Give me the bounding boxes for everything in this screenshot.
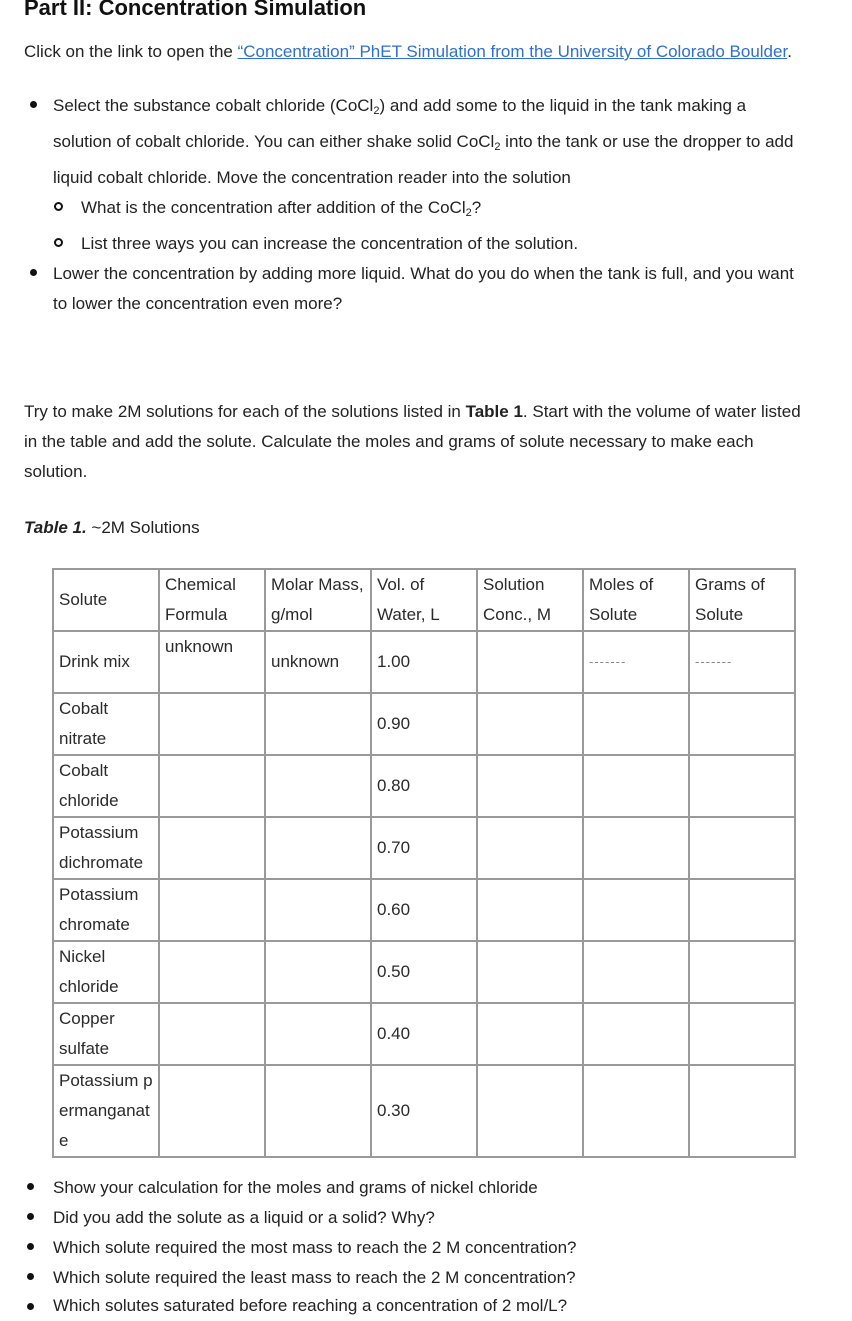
cell-solute: Copper sulfate (53, 1003, 159, 1065)
cell-volume: 0.50 (371, 941, 477, 1003)
cell-volume: 0.90 (371, 693, 477, 755)
cell-conc[interactable] (477, 693, 583, 755)
cell-solute: Drink mix (53, 631, 159, 693)
cell-formula[interactable] (159, 693, 265, 755)
instructions-line-3: solution. (24, 462, 88, 481)
cell-moles[interactable] (583, 693, 689, 755)
cell-formula[interactable] (159, 879, 265, 941)
cell-solute: Potassium chromate (53, 879, 159, 941)
question-most-mass: Which solute required the most mass to reach the 2 M concentration? (53, 1238, 577, 1257)
cell-molar-mass[interactable] (265, 1065, 371, 1157)
cell-formula[interactable] (159, 755, 265, 817)
table-row (53, 879, 795, 941)
bullet-1-line-3: liquid cobalt chloride. Move the concentration reader into the solution (53, 168, 571, 187)
cell-molar-mass[interactable] (265, 941, 371, 1003)
cell-molar-mass: unknown (265, 631, 371, 693)
cell-grams[interactable] (689, 817, 795, 879)
table-row (53, 755, 795, 817)
instructions-line-2: in the table and add the solute. Calculate the moles and grams of solute necessary to make each (24, 432, 754, 451)
header-conc: Solution Conc., M (477, 569, 583, 631)
cell-solute: Cobalt nitrate (53, 693, 159, 755)
intro-suffix: . (787, 42, 792, 61)
intro-prefix: Click on the link to open the (24, 42, 238, 61)
cell-moles[interactable] (583, 879, 689, 941)
cell-grams[interactable] (689, 755, 795, 817)
table-header-row (53, 569, 795, 631)
cell-conc[interactable] (477, 755, 583, 817)
cell-volume: 1.00 (371, 631, 477, 693)
bullet-icon (27, 1303, 34, 1310)
cell-moles[interactable] (583, 1065, 689, 1157)
cell-conc[interactable] (477, 879, 583, 941)
table-row (53, 941, 795, 1003)
cell-formula[interactable] (159, 1003, 265, 1065)
cell-solute: Nickel chloride (53, 941, 159, 1003)
bullet-icon (27, 1213, 34, 1220)
cell-grams[interactable] (689, 941, 795, 1003)
bullet-icon (27, 1183, 34, 1190)
cell-moles[interactable] (583, 941, 689, 1003)
cell-formula[interactable] (159, 941, 265, 1003)
intro-text (24, 37, 792, 67)
phet-simulation-link[interactable]: “Concentration” PhET Simulation from the University of Colorado Boulder (237, 42, 788, 61)
page-title: Part II: Concentration Simulation (24, 0, 367, 20)
table-caption: Table 1. ~2M Solutions (24, 518, 200, 537)
cell-molar-mass[interactable] (265, 1003, 371, 1065)
cell-solute: Potassium dichromate (53, 817, 159, 879)
question-liquid-or-solid: Did you add the solute as a liquid or a solid? Why? (53, 1208, 435, 1227)
bullet-2-line-1: Lower the concentration by adding more liquid. What do you do when the tank is full, and you want (53, 264, 794, 283)
cell-volume: 0.70 (371, 817, 477, 879)
sub-bullet-icon (54, 202, 63, 211)
bullet-1-line-2: solution of cobalt chloride. You can either shake solid CoCl$_2$ into the tank or use the dropper to add (53, 132, 794, 153)
cell-formula: unknown (159, 631, 265, 693)
question-least-mass: Which solute required the least mass to reach the 2 M concentration? (53, 1268, 576, 1287)
cell-molar-mass[interactable] (265, 879, 371, 941)
instructions-line-1: Try to make 2M solutions for each of the solutions listed in Table 1. Start with the volume of water listed (24, 402, 801, 421)
cell-volume: 0.80 (371, 755, 477, 817)
header-solute: Solute (53, 569, 159, 631)
header-moles: Moles of Solute (583, 569, 689, 631)
solutions-table (52, 568, 796, 1158)
cell-solute: Potassium permanganate (53, 1065, 159, 1157)
cell-grams: ------- (689, 631, 795, 693)
cell-grams[interactable] (689, 1065, 795, 1157)
table-row (53, 631, 795, 693)
header-volume: Vol. of Water, L (371, 569, 477, 631)
bullet-icon (30, 101, 37, 108)
sub-bullet-2: List three ways you can increase the concentration of the solution. (81, 234, 579, 253)
table-row (53, 1065, 795, 1157)
cell-volume: 0.30 (371, 1065, 477, 1157)
cell-moles: ------- (583, 631, 689, 693)
cell-molar-mass[interactable] (265, 755, 371, 817)
sub-bullet-1: What is the concentration after addition of the CoCl$_2$? (81, 198, 482, 219)
cell-conc[interactable] (477, 631, 583, 693)
cell-moles[interactable] (583, 755, 689, 817)
cell-grams[interactable] (689, 1003, 795, 1065)
cell-grams[interactable] (689, 693, 795, 755)
cell-formula[interactable] (159, 1065, 265, 1157)
cell-conc[interactable] (477, 1003, 583, 1065)
cell-moles[interactable] (583, 1003, 689, 1065)
bullet-icon (27, 1243, 34, 1250)
header-formula: Chemical Formula (159, 569, 265, 631)
bullet-icon (27, 1273, 34, 1280)
cell-conc[interactable] (477, 817, 583, 879)
header-molar-mass: Molar Mass, g/mol (265, 569, 371, 631)
cell-grams[interactable] (689, 879, 795, 941)
cell-moles[interactable] (583, 817, 689, 879)
sub-bullet-icon (54, 238, 63, 247)
bullet-2-line-2: to lower the concentration even more? (53, 294, 343, 313)
bullet-icon (30, 269, 37, 276)
cell-volume: 0.40 (371, 1003, 477, 1065)
cell-solute: Cobalt chloride (53, 755, 159, 817)
cell-molar-mass[interactable] (265, 817, 371, 879)
header-grams: Grams of Solute (689, 569, 795, 631)
question-nickel-calc: Show your calculation for the moles and grams of nickel chloride (53, 1178, 538, 1197)
table-row (53, 1003, 795, 1065)
cell-formula[interactable] (159, 817, 265, 879)
cell-molar-mass[interactable] (265, 693, 371, 755)
table-row (53, 817, 795, 879)
table-row (53, 693, 795, 755)
bullet-1-line-1: Select the substance cobalt chloride (CoCl$_2$) and add some to the liquid in the tank making a (53, 96, 747, 117)
question-saturated: Which solutes saturated before reaching a concentration of 2 mol/L? (53, 1296, 568, 1315)
cell-conc[interactable] (477, 941, 583, 1003)
cell-conc[interactable] (477, 1065, 583, 1157)
cell-volume: 0.60 (371, 879, 477, 941)
